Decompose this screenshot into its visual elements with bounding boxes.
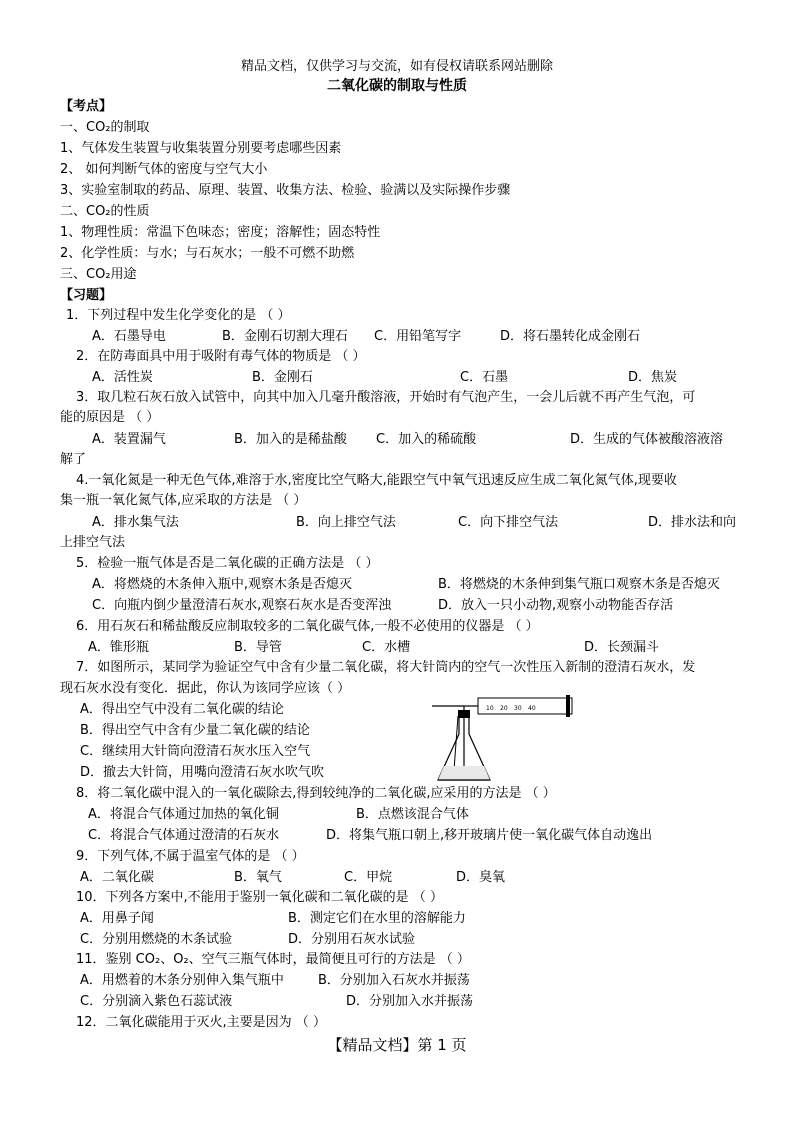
question-7-stem: 7．如图所示，某同学为验证空气中含有少量二氧化碳，将大针筒内的空气一次性压入新制的澄清石灰水，发: [76, 660, 696, 675]
header-notice: 精品文档，仅供学习与交流，如有侵权请联系网站删除: [240, 59, 553, 74]
scale-label: 40: [528, 705, 536, 712]
q6-option-b: B．导管: [234, 640, 282, 655]
q6-option-c: C．水槽: [362, 640, 411, 655]
q2-option-a: A．活性炭: [92, 370, 153, 385]
q5-option-c: C．向瓶内倒少量澄清石灰水,观察石灰水是否变浑浊: [92, 598, 392, 613]
kaodian-item: 1、气体发生装置与收集装置分别要考虑哪些因素: [60, 141, 342, 156]
limewater: [438, 766, 490, 780]
q4-option-a: A．排水集气法: [92, 515, 179, 530]
q11-option-c: C．分别滴入紫色石蕊试液: [80, 994, 233, 1009]
q9-option-b: B．氧气: [234, 870, 282, 885]
q3-option-b: B．加入的是稀盐酸: [234, 432, 347, 447]
kaodian-item: 三、CO₂用途: [60, 267, 137, 282]
q4-option-d: D．排水法和向: [648, 515, 737, 530]
kaodian-item: 二、CO₂的性质: [60, 204, 150, 219]
kaodian-item: 3、实验室制取的药品、原理、装置、收集方法、检验、验满以及实际操作步骤: [60, 183, 511, 198]
scale-label: 10: [486, 705, 494, 712]
kaodian-item: 2、化学性质：与水；与石灰水；一般不可燃不助燃: [60, 246, 355, 261]
q6-option-a: A．锥形瓶: [88, 640, 149, 655]
q3-option-d: D．生成的气体被酸溶液溶: [570, 432, 724, 447]
kaodian-item: 1、物理性质：常温下色味态；密度；溶解性；固态特性: [60, 225, 381, 240]
scale-label: 20: [500, 705, 508, 712]
q8-option-c: C．将混合气体通过澄清的石灰水: [88, 828, 280, 843]
q7-option-c: C．继续用大针筒向澄清石灰水压入空气: [80, 744, 311, 759]
q9-option-a: A．二氧化碳: [80, 870, 154, 885]
q1-option-d: D．将石墨转化成金刚石: [500, 329, 641, 344]
kaodian-heading: 【考点】: [60, 99, 113, 114]
q11-option-b: B．分别加入石灰水并振荡: [318, 973, 470, 988]
q4-option-b: B．向上排空气法: [296, 515, 396, 530]
syringe-plunger: [566, 695, 570, 717]
q3-option-a: A．装置漏气: [92, 432, 166, 447]
question-2-stem: 2．在防毒面具中用于吸附有毒气体的物质是 （ ）: [76, 349, 366, 364]
question-3-stem-cont: 能的原因是 （ ）: [60, 410, 160, 425]
q7-option-a: A．得出空气中没有二氧化碳的结论: [80, 702, 284, 717]
question-4-stem-cont: 集一瓶一氧化氮气体,应采取的方法是 （ ）: [60, 493, 307, 508]
q3-option-d-cont: 解了: [60, 452, 87, 467]
q7-option-b: B．得出空气中含有少量二氧化碳的结论: [80, 723, 310, 738]
q5-option-d: D．放入一只小动物,观察小动物能否存活: [438, 598, 674, 613]
q5-option-b: B．将燃烧的木条伸到集气瓶口观察木条是否熄灭: [438, 577, 720, 592]
q10-option-c: C．分别用燃烧的木条试验: [80, 932, 233, 947]
question-11-stem: 11．鉴别 CO₂、O₂、空气三瓶气体时，最简便且可行的方法是 （ ）: [76, 952, 470, 967]
q8-option-d: D．将集气瓶口朝上,移开玻璃片使一氧化碳气体自动逸出: [326, 828, 653, 843]
q3-option-c: C．加入的稀硫酸: [376, 432, 477, 447]
question-3-stem: 3．取几粒石灰石放入试管中，向其中加入几毫升酸溶液，开始时有气泡产生，一会儿后就不再产生气泡，可: [76, 390, 696, 405]
question-5-stem: 5．检验一瓶气体是否是二氧化碳的正确方法是 （ ）: [76, 556, 379, 571]
q10-option-b: B．测定它们在水里的溶解能力: [288, 911, 466, 926]
q11-option-a: A．用燃着的木条分别伸入集气瓶中: [80, 973, 284, 988]
q11-option-d: D．分别加入水并振荡: [346, 994, 474, 1009]
question-8-stem: 8．将二氧化碳中混入的一氧化碳除去,得到较纯净的二氧化碳,应采用的方法是 （ ）: [76, 786, 556, 801]
q10-option-d: D．分别用石灰水试验: [288, 932, 416, 947]
syringe-flask-diagram: [428, 694, 578, 786]
q1-option-a: A．石墨导电: [92, 329, 166, 344]
q2-option-c: C．石墨: [460, 370, 509, 385]
q4-option-d-cont: 上排空气法: [60, 535, 126, 550]
q1-option-b: B．金刚石切割大理石: [222, 329, 348, 344]
q4-option-c: C．向下排空气法: [458, 515, 559, 530]
q9-option-c: C．甲烷: [344, 870, 393, 885]
question-6-stem: 6．用石灰石和稀盐酸反应制取较多的二氧化碳气体,一般不必使用的仪器是 （ ）: [76, 619, 539, 634]
question-1-stem: 1．下列过程中发生化学变化的是 （ ）: [66, 308, 291, 323]
q7-option-d: D．撤去大针筒，用嘴向澄清石灰水吹气吹: [80, 765, 325, 780]
page-title: 二氧化碳的制取与性质: [327, 78, 467, 94]
q5-option-a: A．将燃烧的木条伸入瓶中,观察木条是否熄灭: [92, 577, 353, 592]
xiti-heading: 【习题】: [60, 288, 113, 303]
q6-option-d: D．长颈漏斗: [584, 640, 660, 655]
q9-option-d: D．臭氧: [456, 870, 506, 885]
q8-option-a: A．将混合气体通过加热的氧化铜: [88, 807, 279, 822]
kaodian-item: 2、 如何判断气体的密度与空气大小: [60, 162, 268, 177]
kaodian-item: 一、CO₂的制取: [60, 120, 150, 135]
q1-option-c: C．用铅笔写字: [374, 329, 462, 344]
question-4-stem: 4.一氧化氮是一种无色气体,难溶于水,密度比空气略大,能跟空气中氧气迅速反应生成二氧化氮气体,现要收: [76, 473, 677, 488]
question-10-stem: 10．下列各方案中,不能用于鉴别一氧化碳和二氧化碳的是 （ ）: [76, 890, 443, 905]
question-12-stem: 12．二氧化碳能用于灭火,主要是因为 （ ）: [76, 1015, 326, 1030]
scale-label: 30: [514, 705, 522, 712]
q10-option-a: A．用鼻子闻: [80, 911, 154, 926]
question-9-stem: 9．下列气体,不属于温室气体的是 （ ）: [76, 849, 305, 864]
q2-option-d: D．焦炭: [628, 370, 678, 385]
q8-option-b: B．点燃该混合气体: [356, 807, 469, 822]
q2-option-b: B．金刚石: [252, 370, 313, 385]
question-7-stem-cont: 现石灰水没有变化．据此，你认为该同学应该（ ）: [60, 681, 351, 696]
page-footer: 【精品文档】第 1 页: [327, 1036, 467, 1054]
